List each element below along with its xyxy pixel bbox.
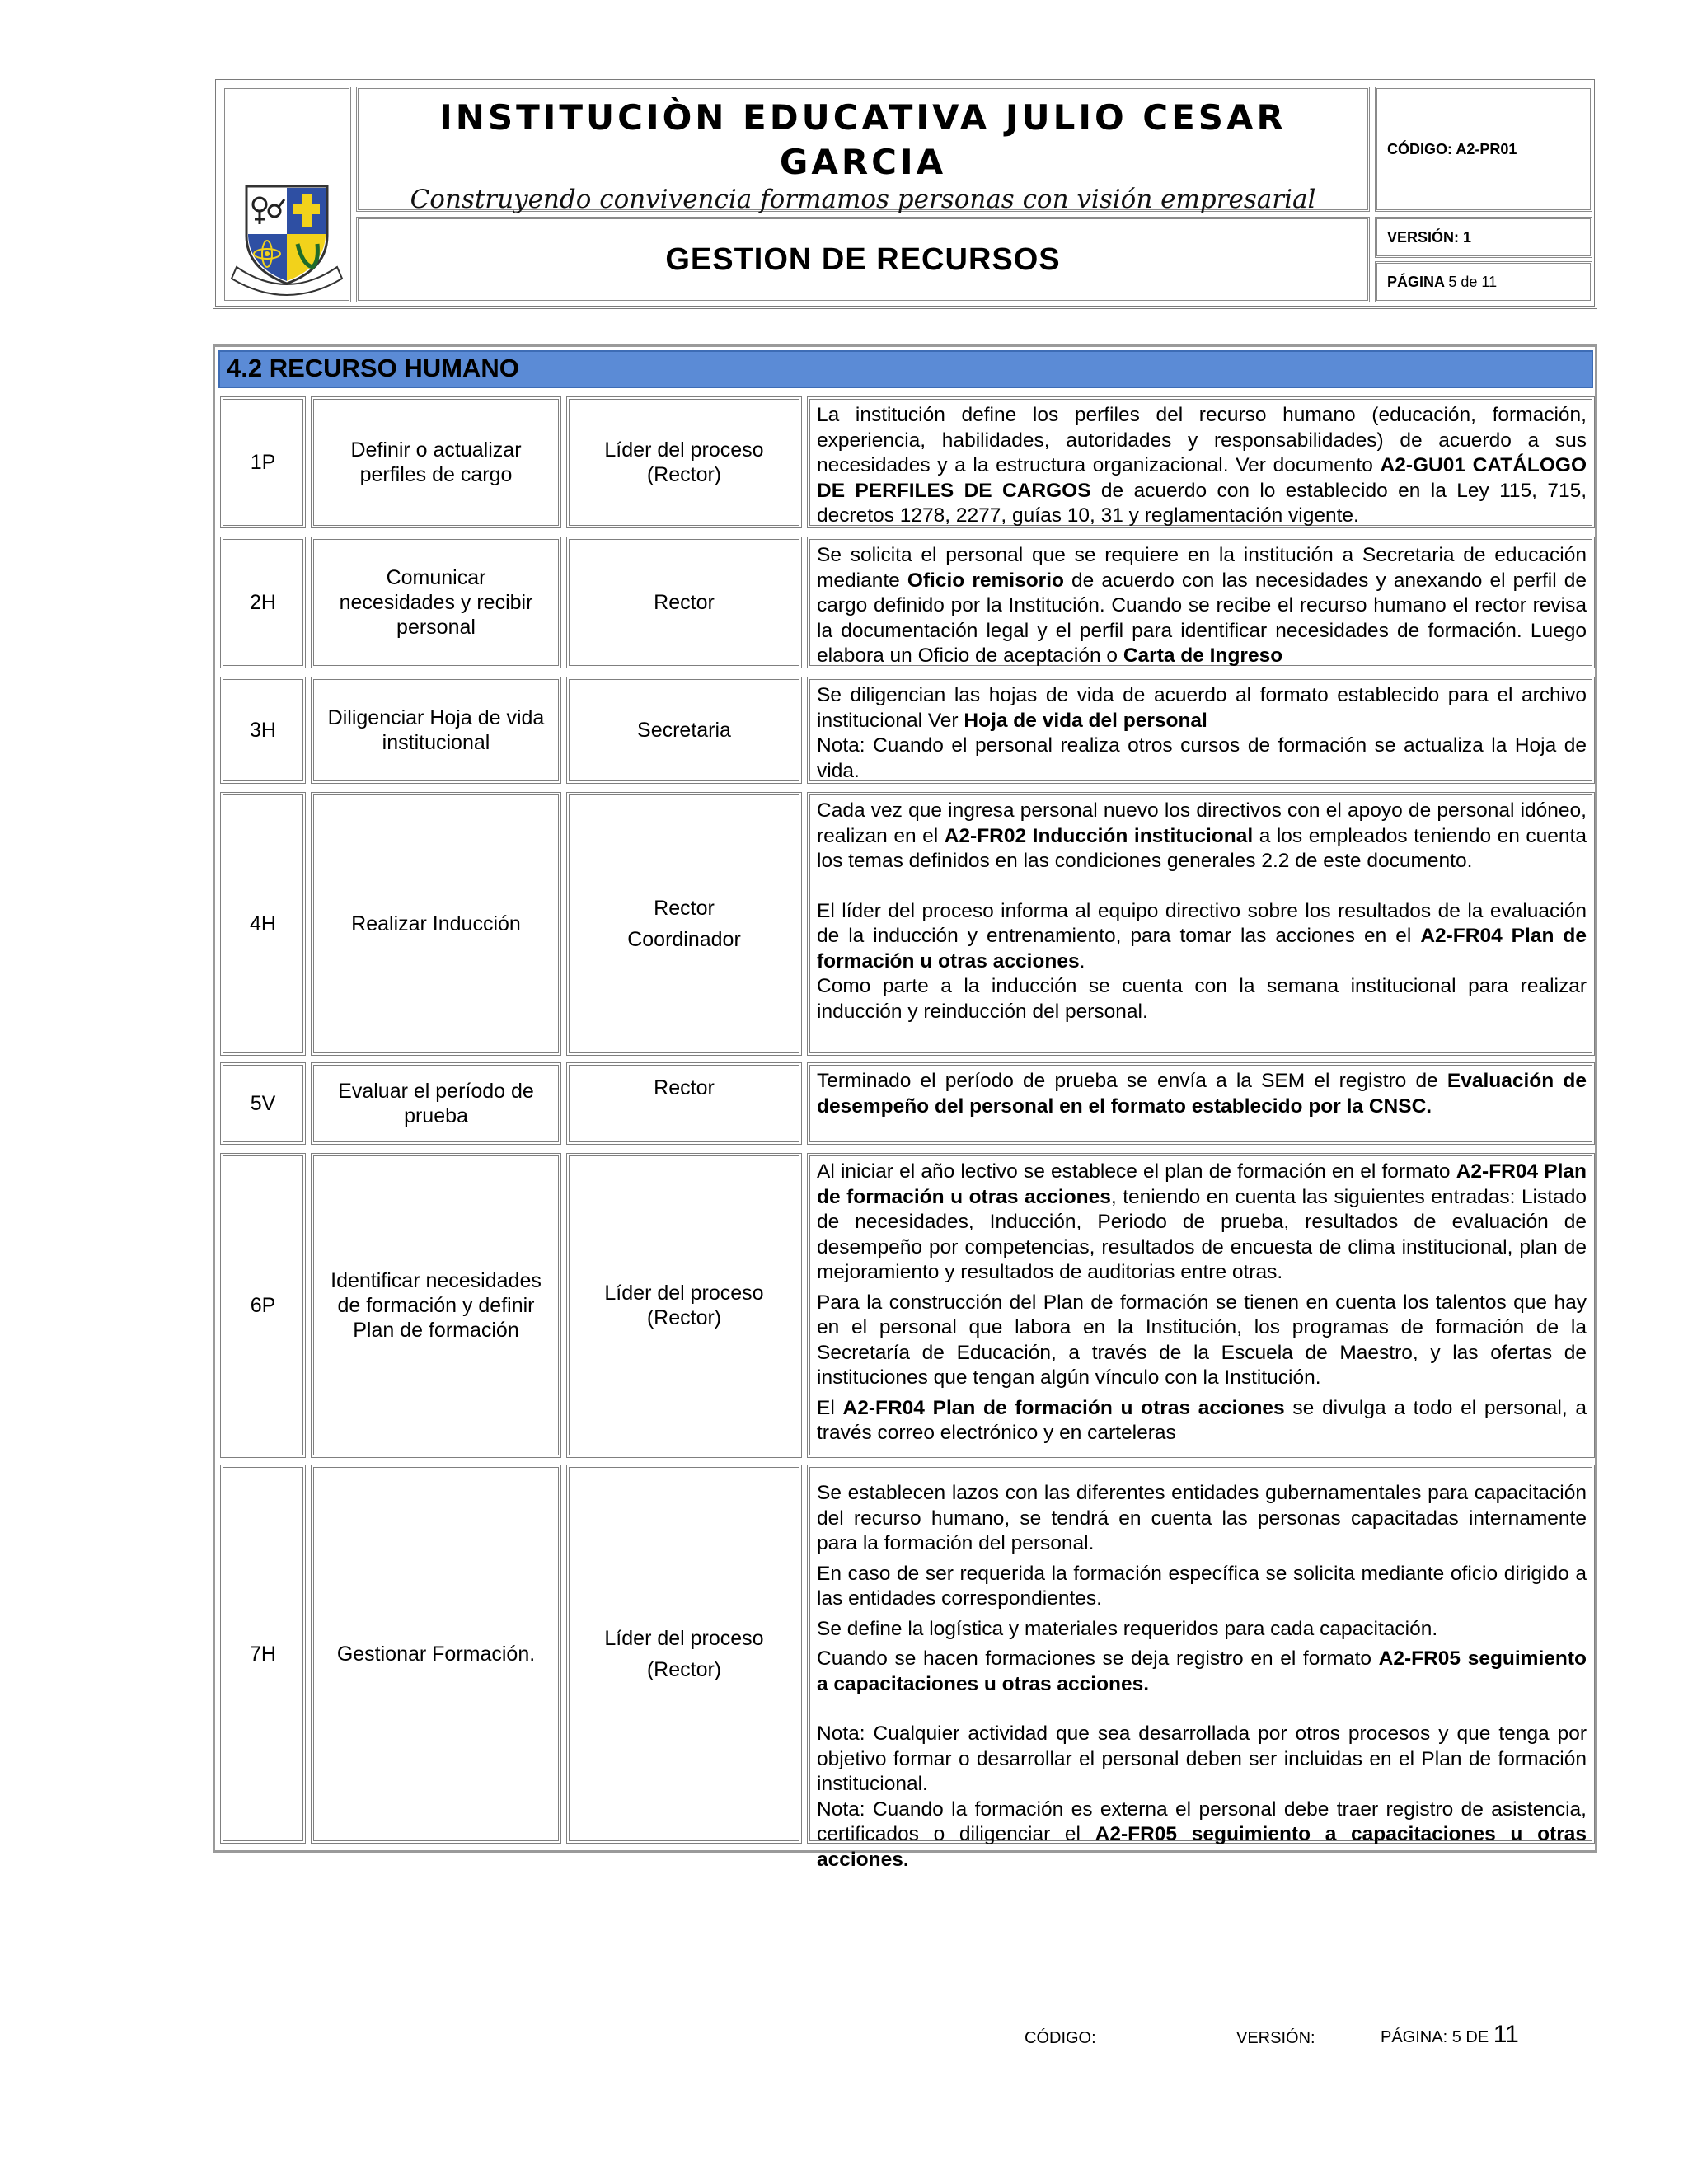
step-code: 5V	[250, 1092, 276, 1115]
code-label: CÓDIGO:	[1387, 140, 1452, 157]
step-code: 3H	[250, 719, 276, 742]
description-text: Nota: Cualquier actividad que sea desarrollada por otros procesos y que tenga por objetivo formar o desarrollar el personal deben ser incluidas en el Plan de formación institucional.	[817, 1722, 1587, 1795]
description-text: El	[817, 1396, 843, 1419]
description-text: de acuerdo con las necesidades y anexando el perfil de cargo definido por la Institución. Cuando se recibe el recurso humano el rector revisa la documentación legal y el perfil para identificar necesidades de formación. Luego elabora un Oficio de aceptación o	[817, 569, 1587, 667]
page-label: PÁGINA	[1387, 273, 1445, 290]
description-paragraph	[817, 1617, 1587, 1643]
activity-line: Realizar Inducción	[351, 912, 521, 935]
institution-name	[359, 96, 1367, 185]
footer-page	[1381, 2021, 1519, 2049]
footer-page-label: PÁGINA: 5 DE	[1381, 2028, 1489, 2046]
description-text: En caso de ser requerida la formación específica se solicita mediante oficio dirigido a las entidades correspondientes.	[817, 1562, 1587, 1610]
activity-line: Identificar necesidades	[331, 1269, 542, 1292]
version-label: VERSIÓN:	[1387, 228, 1460, 246]
description-text: Cuando se hacen formaciones se deja registro en el formato	[817, 1647, 1379, 1670]
step-cell	[220, 677, 306, 784]
page-cell	[1375, 261, 1592, 302]
code-value: A2-PR01	[1456, 140, 1517, 157]
description-text: Se define la logística y materiales requeridos para cada capacitación.	[817, 1617, 1438, 1640]
responsible-cell	[566, 537, 802, 668]
description-paragraph	[817, 403, 1587, 529]
activity-cell	[311, 677, 561, 784]
institution-name-line2: GARCIA	[779, 142, 947, 182]
institution-shield-icon	[225, 89, 349, 300]
description-paragraph	[817, 799, 1587, 874]
description-paragraph	[817, 974, 1587, 1024]
process-title: GESTION DE RECURSOS	[665, 241, 1061, 277]
responsible-line: (Rector)	[646, 1306, 722, 1329]
description-text: Nota: Cuando la formación es externa el personal debe traer registro de asistencia, certificados o diligenciar el	[817, 1797, 1587, 1845]
bold-reference: A2-FR04 Plan de formación u otras acciones	[817, 1160, 1587, 1208]
responsible-cell	[566, 396, 802, 528]
description-text: Como parte a la inducción se cuenta con la semana institucional para realizar inducción y reinducción del personal.	[817, 975, 1587, 1023]
footer-code-label: CÓDIGO:	[1025, 2029, 1096, 2047]
description-cell	[807, 1062, 1595, 1145]
description-text: Terminado el período de prueba se envía a la SEM el registro de	[817, 1070, 1447, 1092]
step-cell	[220, 537, 306, 668]
version-value: 1	[1463, 228, 1472, 246]
activity-line: prueba	[404, 1104, 468, 1127]
activity-line: Comunicar	[386, 566, 486, 589]
activity-line: institucional	[382, 731, 490, 754]
description-text: , teniendo en cuenta las siguientes entradas: Listado de necesidades, Inducción, Periodo de prueba, resultados de evaluación de desempeño por competencias, resultados de encuesta de clima institucional, plan de mejoramiento y resultados de auditorias entre otras.	[817, 1185, 1587, 1283]
description-paragraph	[817, 543, 1587, 669]
step-cell	[220, 1062, 306, 1145]
step-code: 1P	[250, 451, 276, 474]
description-text: Al iniciar el año lectivo se establece el plan de formación en el formato	[817, 1160, 1456, 1183]
description-text: Se diligencian las hojas de vida de acuerdo al formato establecido para el archivo institucional Ver	[817, 684, 1587, 732]
activity-cell	[311, 792, 561, 1056]
responsible-line: (Rector)	[646, 463, 722, 486]
responsible-line: (Rector)	[646, 1658, 722, 1681]
description-cell	[807, 396, 1595, 528]
version-text	[1387, 229, 1471, 246]
description-cell	[807, 677, 1595, 784]
bold-reference: Hoja de vida del personal	[964, 709, 1207, 732]
bold-reference: A2-FR05 seguimiento a capacitaciones u otras acciones.	[817, 1823, 1587, 1871]
process-table	[213, 344, 1597, 1871]
description-paragraph	[817, 1160, 1587, 1286]
step-cell	[220, 792, 306, 1056]
responsible-line: Líder del proceso	[604, 438, 764, 462]
responsible-line: Secretaria	[637, 719, 731, 742]
description-paragraph	[817, 683, 1587, 733]
description-text: La institución define los perfiles del recurso humano (educación, formación, experiencia, habilidades, autoridades y responsabilidades) de acuerdo a sus necesidades y a la estructura organizacional. Ver documento	[817, 404, 1587, 476]
bold-reference: A2-FR02 Inducción institucional	[944, 824, 1254, 847]
bold-reference: A2-FR05 seguimiento a capacitaciones u otras acciones.	[817, 1647, 1587, 1695]
description-text: Se solicita el personal que se requiere en la institución a Secretaria de educación mediante	[817, 544, 1587, 592]
bold-reference: Oficio remisorio	[907, 569, 1064, 592]
description-paragraph	[817, 1396, 1587, 1446]
activity-line: Plan de formación	[353, 1319, 519, 1342]
description-text: se divulga a todo el personal, a través correo electrónico y en carteleras	[817, 1396, 1587, 1444]
responsible-line: Coordinador	[627, 928, 741, 951]
description-cell	[807, 537, 1595, 668]
description-text: a los empleados teniendo en cuenta los temas definidos en las condiciones generales 2.2 de este documento.	[817, 824, 1587, 872]
code-cell	[1375, 87, 1592, 212]
responsible-cell	[566, 792, 802, 1056]
responsible-cell	[566, 1062, 802, 1145]
activity-cell	[311, 1465, 561, 1844]
code-text	[1387, 141, 1517, 158]
description-cell	[807, 1153, 1595, 1458]
version-cell	[1375, 217, 1592, 258]
description-paragraph	[817, 1797, 1587, 1873]
description-text: Para la construcción del Plan de formación se tienen en cuenta los talentos que hay en el personal que labora en la Institución, los programas de formación de la Secretaría de Educación, a través de la Escuela de Maestro, y las ofertas de instituciones que tengan algún vínculo con la Institución.	[817, 1291, 1587, 1389]
step-cell	[220, 1153, 306, 1458]
activity-cell	[311, 1062, 561, 1145]
section-title: 4.2 RECURSO HUMANO	[218, 350, 1593, 388]
description-text: .	[1079, 949, 1085, 972]
activity-line: Definir o actualizar	[350, 438, 522, 462]
step-code: 4H	[250, 912, 276, 935]
process-title-cell	[356, 217, 1370, 302]
responsible-line: Rector	[654, 897, 715, 920]
activity-cell	[311, 1153, 561, 1458]
description-paragraph	[817, 1291, 1587, 1391]
description-paragraph	[817, 733, 1587, 784]
description-paragraph	[817, 899, 1587, 975]
description-text: Cada vez que ingresa personal nuevo los directivos con el apoyo de personal idóneo, realizan en el	[817, 799, 1587, 847]
description-cell	[807, 792, 1595, 1056]
responsible-line: Rector	[654, 1076, 715, 1099]
activity-line: Evaluar el período de	[338, 1080, 534, 1103]
step-code: 7H	[250, 1643, 276, 1666]
page-value: 5 de 11	[1448, 273, 1498, 290]
description-text: Nota: Cuando el personal realiza otros cursos de formación se actualiza la Hoja de vida.	[817, 734, 1587, 782]
activity-line: de formación y definir	[337, 1294, 535, 1317]
description-paragraph	[817, 1562, 1587, 1612]
description-text: Se establecen lazos con las diferentes entidades gubernamentales para capacitación del recurso humano, se tendrá en cuenta las personas capacitadas internamente para la formación del personal.	[817, 1482, 1587, 1554]
description-text: de acuerdo con lo establecido en la Ley 115, 715, decretos 1278, 2277, guías 10, 31 y reglamentación vigente.	[817, 479, 1587, 527]
page-text	[1387, 274, 1497, 291]
responsible-line: Rector	[654, 591, 715, 614]
footer-page-total: 11	[1493, 2021, 1519, 2048]
bold-reference: A2-FR04 Plan de formación u otras acciones	[817, 925, 1587, 972]
activity-line: Diligenciar Hoja de vida	[327, 706, 545, 729]
bold-reference: A2-GU01 CATÁLOGO DE PERFILES DE CARGOS	[817, 454, 1587, 502]
institution-name-line1: INSTITUCIÒN EDUCATIVA JULIO CESAR	[439, 97, 1287, 138]
step-code: 2H	[250, 591, 276, 614]
activity-cell	[311, 537, 561, 668]
description-paragraph	[817, 1722, 1587, 1797]
responsible-cell	[566, 1153, 802, 1458]
footer-version-label: VERSIÓN:	[1236, 2029, 1315, 2047]
activity-line: necesidades y recibir	[339, 591, 533, 614]
bold-reference: Carta de Ingreso	[1123, 644, 1283, 667]
step-cell	[220, 396, 306, 528]
institution-title-cell	[356, 87, 1370, 212]
description-cell	[807, 1465, 1595, 1871]
description-paragraph	[817, 1481, 1587, 1557]
bold-reference: Evaluación de desempeño del personal en el formato establecido por la CNSC.	[817, 1070, 1587, 1118]
responsible-line: Líder del proceso	[604, 1282, 764, 1305]
responsible-cell	[566, 677, 802, 784]
activity-line: personal	[396, 616, 476, 639]
step-cell	[220, 1465, 306, 1844]
description-paragraph	[817, 1647, 1587, 1697]
activity-line: Gestionar Formación.	[336, 1643, 536, 1666]
activity-line: perfiles de cargo	[359, 463, 513, 486]
activity-cell	[311, 396, 561, 528]
step-code: 6P	[250, 1294, 276, 1317]
logo-cell	[223, 87, 351, 302]
description-paragraph	[817, 1069, 1587, 1119]
responsible-line: Líder del proceso	[604, 1627, 764, 1650]
description-text: El líder del proceso informa al equipo directivo sobre los resultados de la evaluación de la inducción y entrenamiento, para tomar las acciones en el	[817, 899, 1587, 947]
responsible-cell	[566, 1465, 802, 1844]
bold-reference: A2-FR04 Plan de formación u otras acciones	[842, 1396, 1285, 1419]
document-header	[213, 77, 1597, 309]
institution-slogan: Construyendo convivencia formamos personas con visión empresarial	[410, 185, 1316, 214]
